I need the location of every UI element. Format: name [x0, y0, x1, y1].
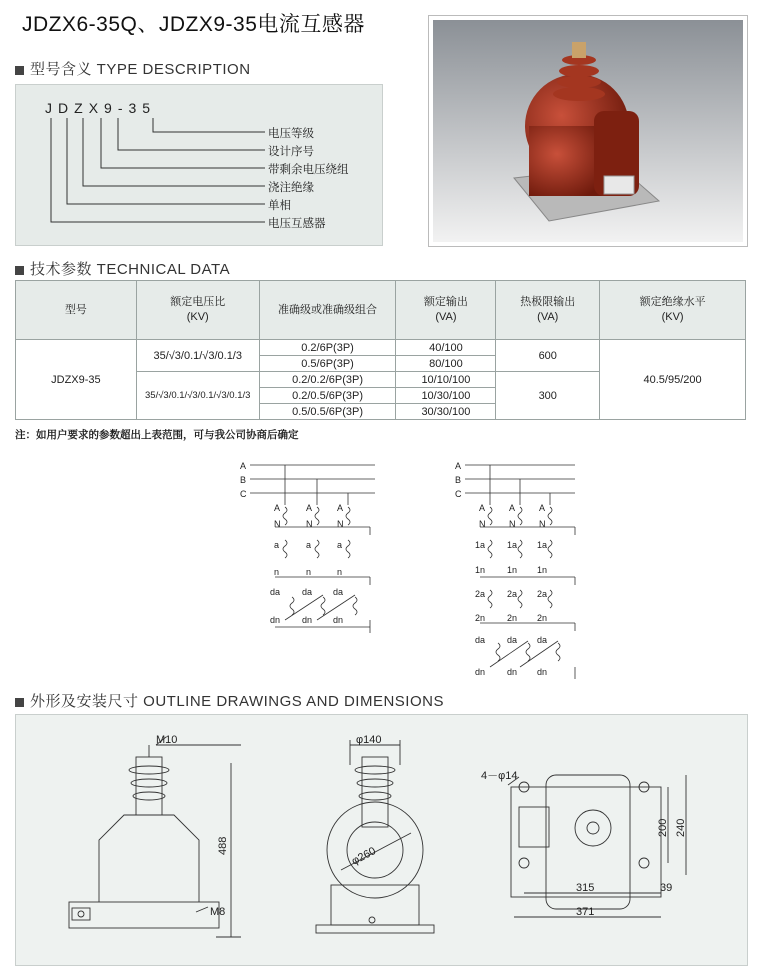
code-letter: X — [88, 100, 105, 116]
square-bullet-icon — [15, 698, 24, 707]
svg-text:1n: 1n — [475, 565, 486, 575]
svg-text:2a: 2a — [537, 589, 548, 599]
accuracy-cell: 0.2/0.5/6P(3P) — [259, 388, 396, 404]
header-cell: 准确级或准确级组合 — [259, 281, 396, 340]
product-photo — [428, 15, 748, 247]
header-cell: 额定绝缘水平 (KV) — [600, 281, 746, 340]
outline-drawing-box — [15, 714, 748, 966]
svg-text:1n: 1n — [537, 565, 548, 575]
svg-text:a: a — [306, 540, 312, 550]
svg-text:da: da — [475, 635, 486, 645]
outline-drawings — [16, 715, 747, 965]
svg-text:2n: 2n — [537, 613, 548, 623]
square-bullet-icon — [15, 266, 24, 275]
svg-text:1a: 1a — [475, 540, 486, 550]
svg-text:1n: 1n — [507, 565, 518, 575]
type-heading-text: 型号含义 TYPE DESCRIPTION — [30, 61, 251, 78]
type-label: 带剩余电压绕组 — [268, 164, 349, 176]
svg-text:N: N — [479, 519, 486, 529]
code-letter: D — [58, 100, 75, 116]
dim-488: 488 — [217, 836, 229, 855]
code-letter: J — [45, 100, 58, 116]
svg-text:N: N — [337, 519, 344, 529]
outline-section-heading — [15, 690, 444, 711]
svg-text:da: da — [302, 587, 313, 597]
svg-text:a: a — [274, 540, 280, 550]
code-letter: 35 — [128, 100, 157, 116]
svg-text:da: da — [537, 635, 548, 645]
svg-text:N: N — [539, 519, 546, 529]
header-cell: 额定电压比 (KV) — [136, 281, 259, 340]
svg-text:2a: 2a — [507, 589, 518, 599]
svg-text:dn: dn — [333, 615, 344, 625]
type-label: 浇注绝缘 — [268, 182, 314, 194]
svg-text:a: a — [337, 540, 343, 550]
dim-39: 39 — [660, 882, 673, 894]
svg-text:A: A — [274, 503, 281, 513]
svg-text:dn: dn — [507, 667, 518, 677]
output-cell: 80/100 — [396, 356, 496, 372]
svg-text:C: C — [455, 489, 462, 499]
code-letter: - — [117, 100, 129, 116]
type-label: 设计序号 — [268, 146, 314, 158]
dim-phi260: φ260 — [349, 845, 378, 868]
svg-text:N: N — [274, 519, 281, 529]
model-cell: JDZX9-35 — [16, 340, 137, 420]
svg-text:dn: dn — [270, 615, 281, 625]
svg-text:n: n — [274, 567, 280, 577]
type-label: 单相 — [268, 200, 291, 212]
svg-text:1a: 1a — [507, 540, 518, 550]
dim-m10: M10 — [156, 734, 178, 746]
spec-table — [15, 280, 746, 420]
square-bullet-icon — [15, 66, 24, 75]
tech-heading-text: 技术参数 TECHNICAL DATA — [30, 261, 231, 278]
output-cell: 30/30/100 — [396, 404, 496, 420]
phase-label: B — [240, 475, 247, 485]
svg-text:2n: 2n — [475, 613, 486, 623]
outline-heading-text: 外形及安装尺寸 OUTLINE DRAWINGS AND DIMENSIONS — [30, 693, 444, 710]
svg-text:dn: dn — [302, 615, 313, 625]
type-section-heading — [15, 58, 251, 79]
svg-text:A: A — [306, 503, 313, 513]
svg-text:2a: 2a — [475, 589, 486, 599]
header-cell: 型号 — [16, 281, 137, 340]
svg-text:A: A — [539, 503, 546, 513]
table-header-row — [16, 281, 746, 340]
output-cell: 10/10/100 — [396, 372, 496, 388]
svg-text:da: da — [270, 587, 281, 597]
accuracy-cell: 0.2/6P(3P) — [259, 340, 396, 356]
insulation-cell: 40.5/95/200 — [600, 340, 746, 420]
svg-text:A: A — [479, 503, 486, 513]
svg-text:2n: 2n — [507, 613, 518, 623]
thermal-cell: 300 — [496, 372, 600, 420]
dim-371: 371 — [576, 906, 595, 918]
ratio-cell: 35/√3/0.1/√3/0.1/3 — [136, 340, 259, 372]
accuracy-cell: 0.2/0.2/6P(3P) — [259, 372, 396, 388]
tech-section-heading — [15, 258, 230, 279]
type-label: 电压互感器 — [268, 218, 326, 230]
dim-315: 315 — [576, 882, 595, 894]
svg-text:A: A — [337, 503, 344, 513]
ratio-cell: 35/√3/0.1/√3/0.1/√3/0.1/3 — [136, 372, 259, 420]
header-cell: 热极限输出 (VA) — [496, 281, 600, 340]
dim-m8: M8 — [210, 906, 226, 918]
svg-text:1a: 1a — [537, 540, 548, 550]
type-label: 电压等级 — [268, 128, 314, 140]
svg-text:A: A — [509, 503, 516, 513]
svg-text:da: da — [333, 587, 344, 597]
phase-label: C — [240, 489, 247, 499]
table-row — [16, 340, 746, 356]
dim-phi140: φ140 — [356, 734, 382, 746]
accuracy-cell: 0.5/6P(3P) — [259, 356, 396, 372]
code-letter: Z — [74, 100, 89, 116]
wiring-diagrams — [230, 455, 600, 685]
svg-text:A: A — [455, 461, 462, 471]
output-cell: 10/30/100 — [396, 388, 496, 404]
thermal-cell: 600 — [496, 340, 600, 372]
header-cell: 额定输出 (VA) — [396, 281, 496, 340]
dim-200: 200 — [657, 818, 669, 837]
dim-240: 240 — [675, 818, 687, 837]
page-title: JDZX6-35Q、JDZX9-35电流互感器 — [22, 13, 365, 36]
accuracy-cell: 0.5/0.5/6P(3P) — [259, 404, 396, 420]
svg-text:n: n — [337, 567, 343, 577]
svg-text:dn: dn — [537, 667, 548, 677]
svg-text:n: n — [306, 567, 312, 577]
code-letter: 9 — [104, 100, 118, 116]
svg-text:da: da — [507, 635, 518, 645]
dim-holes: 4－φ14 — [481, 770, 518, 782]
output-cell: 40/100 — [396, 340, 496, 356]
svg-text:N: N — [306, 519, 313, 529]
svg-text:N: N — [509, 519, 516, 529]
phase-label: A — [240, 461, 247, 471]
svg-text:dn: dn — [475, 667, 486, 677]
table-note: 注：如用户要求的参数超出上表范围，可与我公司协商后确定 — [15, 429, 299, 441]
svg-text:B: B — [455, 475, 462, 485]
transformer-image — [429, 16, 747, 246]
